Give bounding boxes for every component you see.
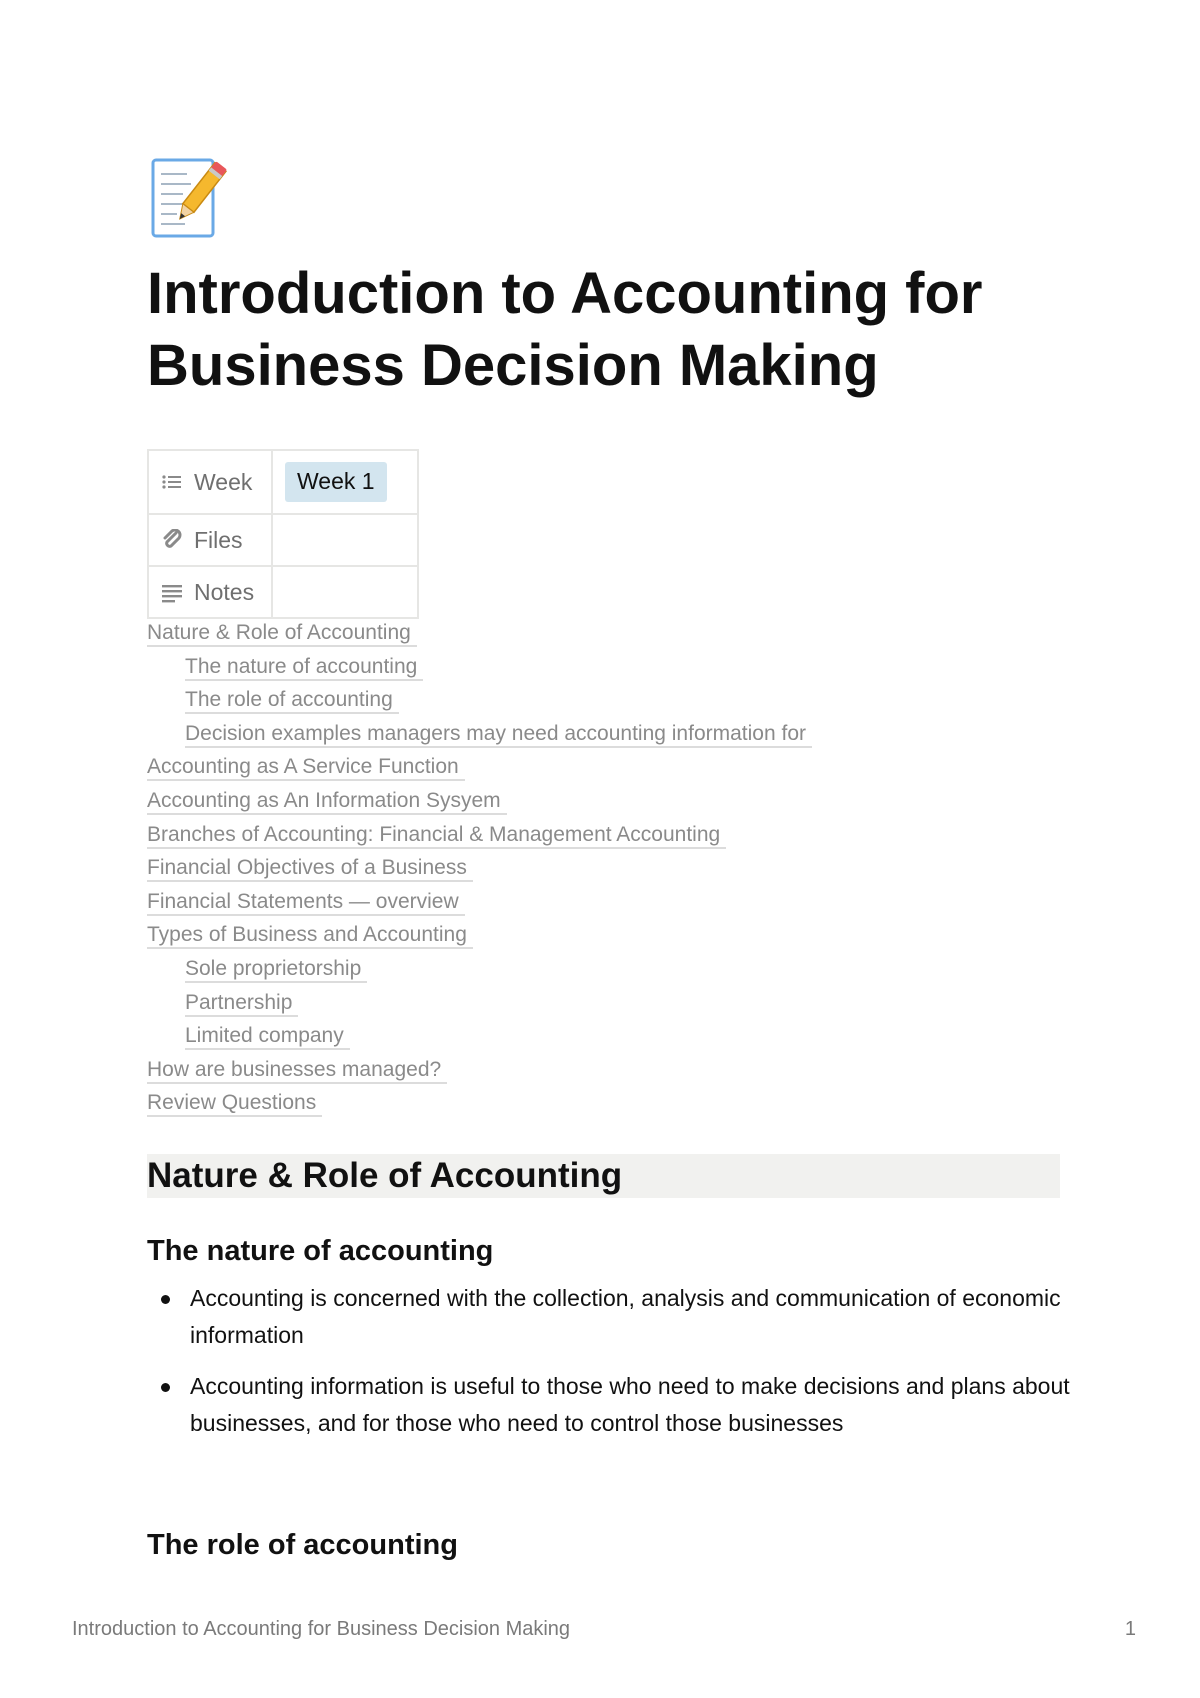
toc-item bbox=[147, 988, 1047, 1022]
toc-item bbox=[147, 719, 1047, 753]
toc-link[interactable]: Sole proprietorship bbox=[185, 957, 367, 983]
text-lines-icon bbox=[161, 581, 183, 603]
toc-item bbox=[147, 1055, 1047, 1089]
toc-item bbox=[147, 920, 1047, 954]
bullet-text: Accounting is concerned with the collection, analysis and communication of economic information bbox=[190, 1285, 1061, 1348]
section-heading: Nature & Role of Accounting bbox=[147, 1154, 1060, 1198]
property-value-week[interactable] bbox=[272, 450, 418, 514]
toc-link[interactable]: Accounting as A Service Function bbox=[147, 755, 465, 781]
toc-link[interactable]: Financial Objectives of a Business bbox=[147, 856, 473, 882]
property-key-label: Files bbox=[194, 526, 243, 553]
paperclip-icon bbox=[161, 529, 183, 551]
week-tag[interactable]: Week 1 bbox=[285, 462, 387, 502]
toc-link[interactable]: Accounting as An Information Sysyem bbox=[147, 789, 507, 815]
toc-link[interactable]: Branches of Accounting: Financial & Management Accounting bbox=[147, 823, 726, 849]
bullet-text: Accounting information is useful to those who need to make decisions and plans about businesses, and for those who need to control those businesses bbox=[190, 1373, 1070, 1436]
footer-title: Introduction to Accounting for Business Decision Making bbox=[72, 1618, 571, 1640]
toc-item bbox=[147, 1021, 1047, 1055]
memo-icon bbox=[147, 156, 233, 242]
toc-item bbox=[147, 820, 1047, 854]
toc-item bbox=[147, 685, 1047, 719]
property-row-files bbox=[148, 514, 418, 566]
toc-item bbox=[147, 954, 1047, 988]
property-value-files[interactable] bbox=[272, 514, 418, 566]
bullet-dot-icon bbox=[161, 1383, 170, 1392]
page-number: 1 bbox=[1124, 1618, 1136, 1640]
toc-link[interactable]: Limited company bbox=[185, 1024, 350, 1050]
toc-link[interactable]: Partnership bbox=[185, 991, 298, 1017]
toc-link[interactable]: Decision examples managers may need accounting information for bbox=[185, 722, 812, 748]
list-item bbox=[147, 1280, 1072, 1354]
toc-item bbox=[147, 652, 1047, 686]
toc-link[interactable]: The nature of accounting bbox=[185, 655, 423, 681]
bullet-list bbox=[147, 1280, 1072, 1456]
toc-link[interactable]: Nature & Role of Accounting bbox=[147, 621, 417, 647]
toc-item bbox=[147, 752, 1047, 786]
toc-item bbox=[147, 1088, 1047, 1122]
toc-item bbox=[147, 887, 1047, 921]
toc-link[interactable]: Types of Business and Accounting bbox=[147, 923, 473, 949]
property-key-files[interactable] bbox=[148, 514, 272, 566]
page-title: Introduction to Accounting for Business Decision Making bbox=[147, 261, 983, 398]
property-key-notes[interactable] bbox=[148, 566, 272, 618]
property-key-label: Week bbox=[194, 468, 253, 495]
toc-item bbox=[147, 786, 1047, 820]
toc-link[interactable]: Review Questions bbox=[147, 1091, 322, 1117]
properties-table bbox=[147, 449, 419, 619]
toc-link[interactable]: How are businesses managed? bbox=[147, 1058, 447, 1084]
toc-link[interactable]: The role of accounting bbox=[185, 688, 399, 714]
table-of-contents bbox=[147, 618, 1047, 1122]
subheading-role: The role of accounting bbox=[147, 1529, 458, 1561]
property-key-label: Notes bbox=[194, 578, 255, 605]
property-value-notes[interactable] bbox=[272, 566, 418, 618]
property-key-week[interactable] bbox=[148, 450, 272, 514]
list-item bbox=[147, 1368, 1072, 1442]
property-row-week bbox=[148, 450, 418, 514]
list-icon bbox=[161, 471, 183, 493]
toc-item bbox=[147, 618, 1047, 652]
subheading-nature: The nature of accounting bbox=[147, 1235, 494, 1267]
toc-item bbox=[147, 853, 1047, 887]
bullet-dot-icon bbox=[161, 1295, 170, 1304]
property-row-notes bbox=[148, 566, 418, 618]
toc-link[interactable]: Financial Statements — overview bbox=[147, 890, 465, 916]
